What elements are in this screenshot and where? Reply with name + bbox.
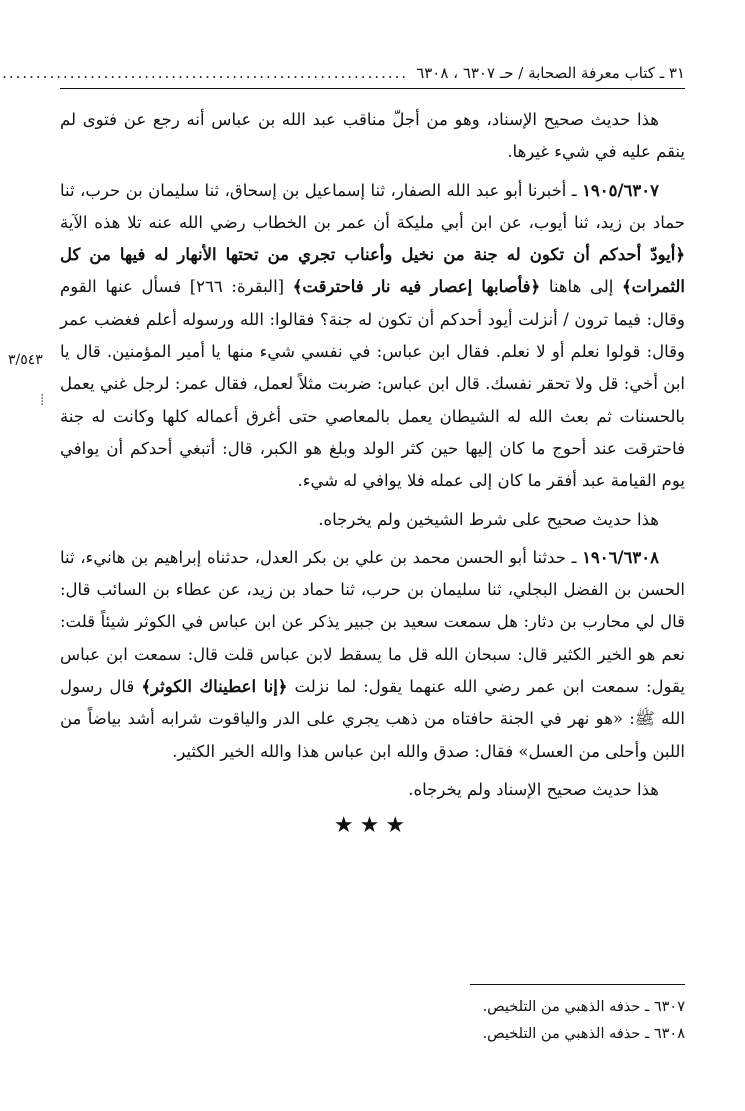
footnote-6307: ٦٣٠٧ ـ حذفه الذهبي من التلخيص. xyxy=(482,999,685,1015)
quran-verse-1: ﴿أيودّ أحدكم أن تكون له جنة من نخيل وأعناب تجري من تحتها الأنهار له فيها من كل الثمرات﴾ xyxy=(60,245,685,297)
footnotes xyxy=(60,994,685,1048)
hadith-1905-text-a: ـ أخبرنا أبو عبد الله الصفار، ثنا إسماعيل بن إسحاق، ثنا سليمان بن حرب، ثنا حماد بن زيد، ثنا أيوب، عن ابن أبي مليكة أن عمر بن الخطاب رضي الله عنه تلا هذه الآية xyxy=(60,180,685,232)
hadith-number-1906: ١٩٠٦/٦٣٠٨ xyxy=(582,547,659,567)
hadith-1906 xyxy=(60,542,685,768)
section-divider-stars: ★★★ xyxy=(333,813,412,839)
quran-verse-2: ﴿فأصابها إعصار فيه نار فاحترقت﴾ xyxy=(292,277,541,297)
main-text xyxy=(60,104,685,842)
footnote-rule xyxy=(470,984,685,985)
hadith-1905-text-b: إلى هاهنا xyxy=(540,277,622,297)
paragraph-grading-2: هذا حديث صحيح على شرط الشيخين ولم يخرجاه. xyxy=(318,509,659,529)
hadith-1906-text-b: قال رسول الله ﷺ: «هو نهر في الجنة حافتاه من ذهب يجري على الدر والياقوت شرابه أشد بياضاً من اللبن وأحلى من العسل» فقال: صدق والله ابن عباس هذا والله الخير الكثير. xyxy=(60,677,685,761)
hadith-1905-text-c: [البقرة: ٢٦٦] فسأل عنها القوم وقال: فيما ترون / أنزلت أيود أحدكم أن تكون له جنة؟ فقالوا: الله ورسوله أعلم فغضب عمر وقال: قولوا نعلم أو لا نعلم. فقال ابن عباس: في نفسي شيء منها يا أمير المؤمنين. قال يا ابن أخي: قل ولا تحقر نفسك. قال ابن عباس: ضربت مثلاً لعمل، فقال عمر: لرجل غني يعمل بالحسنات ثم بعث الله له الشيطان يعمل بالمعاصي حتى أغرق أعماله كلها وكانت له جنة فاحترقت عند أحوج ما كان إليها حين كثر الولد وبلغ هو الكبر، قال: أتبغي أحدكم أن يوافي يوم القيامة عبد أفقر ما كان إلى عمله فلا يوافي له شيء. xyxy=(60,277,685,491)
paragraph-grading-3: هذا حديث صحيح الإسناد ولم يخرجاه. xyxy=(408,779,659,799)
hadith-1906-text-a: ـ حدثنا أبو الحسن محمد بن علي بن بكر العدل، حدثناه إبراهيم بن هانيء، ثنا الحسن بن الفضل البجلي، ثنا سليمان بن حرب، ثنا حماد بن زيد، عن عطاء بن السائب قال: قال لي محارب بن دثار: هل سمعت سعيد بن جبير يذكر عن ابن عباس في الكوثر شيئاً قلت: نعم هو الخير الكثير قال: سبحان الله قل ما يسقط لابن عباس قلت قال: سمعت ابن عباس يقول: سمعت ابن عمر رضي الله عنهما يقول: لما نزلت xyxy=(60,547,685,697)
quran-verse-3: ﴿إنا اعطيناك الكوثر﴾ xyxy=(141,677,288,697)
margin-volume-reference: ٣/٥٤٣ xyxy=(8,352,43,368)
header-rule xyxy=(60,88,685,89)
hadith-1905 xyxy=(60,175,685,498)
header-leader-dots: ............................................................ xyxy=(2,64,409,82)
margin-bracket-mark: ⁞ xyxy=(40,390,45,409)
paragraph-grading-1: هذا حديث صحيح الإسناد، وهو من أجلّ مناقب عبد الله بن عباس أنه رجع عن فتوى لم ينقم عليه في شيء غيرها. xyxy=(60,110,685,162)
hadith-number-1905: ١٩٠٥/٦٣٠٧ xyxy=(582,180,659,200)
footnote-6308: ٦٣٠٨ ـ حذفه الذهبي من التلخيص. xyxy=(482,1026,685,1042)
running-header xyxy=(2,60,685,86)
header-title: ٣١ ـ كتاب معرفة الصحابة / حـ ٦٣٠٧ ، ٦٣٠٨ xyxy=(416,64,685,82)
